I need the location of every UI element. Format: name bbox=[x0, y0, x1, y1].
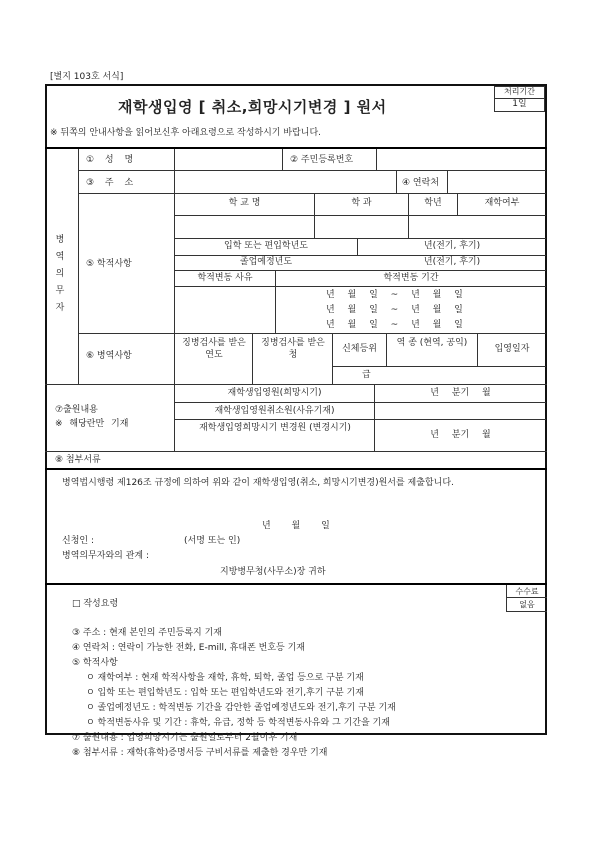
side-label-military-obligor: 병 역 의 무 자 bbox=[55, 235, 65, 313]
guide-item: ③ 주소 : 현재 본인의 주민등록지 기재 bbox=[72, 628, 222, 638]
fee-label: 수수료 bbox=[515, 587, 539, 596]
date-line: 년 월 일 bbox=[262, 521, 330, 531]
enrollment-status-header: 재학여부 bbox=[484, 198, 520, 208]
military-label: ⑥ 병역사항 bbox=[86, 351, 132, 361]
table-top-border bbox=[45, 147, 547, 149]
change-period-header: 학적변동 기간 bbox=[383, 273, 439, 283]
academic-label: ⑤ 학적사항 bbox=[86, 259, 132, 269]
address-input[interactable] bbox=[176, 172, 394, 192]
grade-header: 학년 bbox=[424, 198, 442, 208]
application-label: ⑦출원내용 bbox=[55, 405, 98, 415]
guide-item: ㅇ 졸업예정년도 : 학적변동 기간을 감안한 졸업예정년도와 전기,후기 구분 기재 bbox=[86, 703, 396, 713]
change-period-row: 년 월 일 ~ 년 월 일 bbox=[326, 290, 463, 300]
name-label: ① 성 명 bbox=[86, 155, 134, 165]
change-period-row: 년 월 일 ~ 년 월 일 bbox=[326, 305, 463, 315]
applicant-label: 신청인 : bbox=[62, 536, 94, 546]
attachments-label: ⑧ 첨부서류 bbox=[55, 455, 101, 465]
recipient-text: 지방병무청(사무소)장 귀하 bbox=[220, 567, 326, 577]
change-period-row: 년 월 일 ~ 년 월 일 bbox=[326, 320, 463, 330]
guide-item: ㅇ 재학여부 : 현재 학적사항을 재학, 휴학, 퇴학, 졸업 등으로 구분 기재 bbox=[86, 673, 364, 683]
relation-label: 병역의무자와의 관계 : bbox=[62, 551, 150, 561]
application-row-label: 재학생입영원취소원(사유기재) bbox=[214, 406, 335, 416]
rrn-input[interactable] bbox=[378, 151, 544, 169]
enlistment-date-header: 입영일자 bbox=[494, 344, 530, 354]
service-type-header: 역 종 (현역, 공익) bbox=[396, 338, 468, 348]
graduation-year-value: 년(전기, 후기) bbox=[423, 257, 481, 267]
fee-value: 없음 bbox=[519, 600, 535, 609]
contact-input[interactable] bbox=[449, 172, 545, 192]
guide-item: ④ 연락처 : 연락이 가능한 전화, E-mill, 휴대폰 번호등 기재 bbox=[72, 643, 305, 653]
form-title: 재학생입영 [ 취소,희망시기변경 ] 원서 bbox=[118, 98, 387, 116]
guide-item: ㅇ 학적변동사유 및 기간 : 휴학, 유급, 정학 등 학적변동사유와 그 기간을 기재 bbox=[86, 718, 390, 728]
processing-period-label: 처리기간 bbox=[504, 87, 535, 96]
application-row-label: 재학생입영희망시기 변경원 (변경시기) bbox=[199, 423, 351, 433]
major-header: 학 과 bbox=[351, 198, 372, 208]
graduation-year-label: 졸업예정년도 bbox=[239, 257, 293, 267]
address-label: ③ 주 소 bbox=[86, 178, 134, 188]
instruction-text: ※ 뒤쪽의 안내사항을 읽어보신후 아래요령으로 작성하시기 바랍니다. bbox=[50, 128, 322, 138]
entry-year-value: 년(전기, 후기) bbox=[423, 241, 481, 251]
entry-year-label: 입학 또는 편입학년도 bbox=[224, 241, 308, 251]
school-name-header: 학 교 명 bbox=[228, 198, 261, 208]
application-row-label: 재학생입영원(희망시기) bbox=[227, 388, 322, 398]
processing-period-value: 1일 bbox=[512, 99, 527, 109]
signature-hint: (서명 또는 인) bbox=[184, 536, 241, 546]
exam-year-header: 징병검사를 받은 연도 bbox=[182, 338, 246, 360]
physical-grade-suffix: 급 bbox=[362, 370, 371, 380]
guide-title: □ 작성요령 bbox=[72, 599, 119, 609]
form-number-label: [별지 103호 서식] bbox=[50, 72, 124, 82]
change-reason-header: 학적변동 사유 bbox=[197, 273, 253, 283]
rrn-label: ② 주민등록번호 bbox=[290, 155, 354, 165]
guide-item: ㅇ 입학 또는 편입학년도 : 입학 또는 편입학년도와 전기,후기 구분 기재 bbox=[86, 688, 364, 698]
exam-office-header: 징병검사를 받은 청 bbox=[261, 338, 325, 360]
name-input[interactable] bbox=[176, 151, 280, 169]
declaration-text: 병역법시행령 제126조 규정에 의하여 위와 같이 재학생입영(취소, 희망시기변경)원서를 제출합니다. bbox=[62, 478, 454, 488]
guide-item: ⑤ 학적사항 bbox=[72, 658, 118, 668]
application-row-value: 년 분기 월 bbox=[430, 430, 491, 440]
guide-item: ⑧ 첨부서류 : 재학(휴학)증명서등 구비서류를 제출한 경우만 기재 bbox=[72, 748, 328, 758]
physical-grade-header: 신체등위 bbox=[342, 344, 377, 354]
guide-item: ⑦ 출원내용 : 입영희망시기는 출원일로부터 2월이후 기재 bbox=[72, 733, 298, 743]
attachments-input[interactable] bbox=[176, 453, 544, 467]
application-note: ※ 해당란만 기재 bbox=[55, 419, 129, 429]
contact-label: ④ 연락처 bbox=[402, 178, 440, 188]
applicant-name-input[interactable] bbox=[110, 534, 180, 547]
application-row-value: 년 분기 월 bbox=[430, 388, 491, 398]
